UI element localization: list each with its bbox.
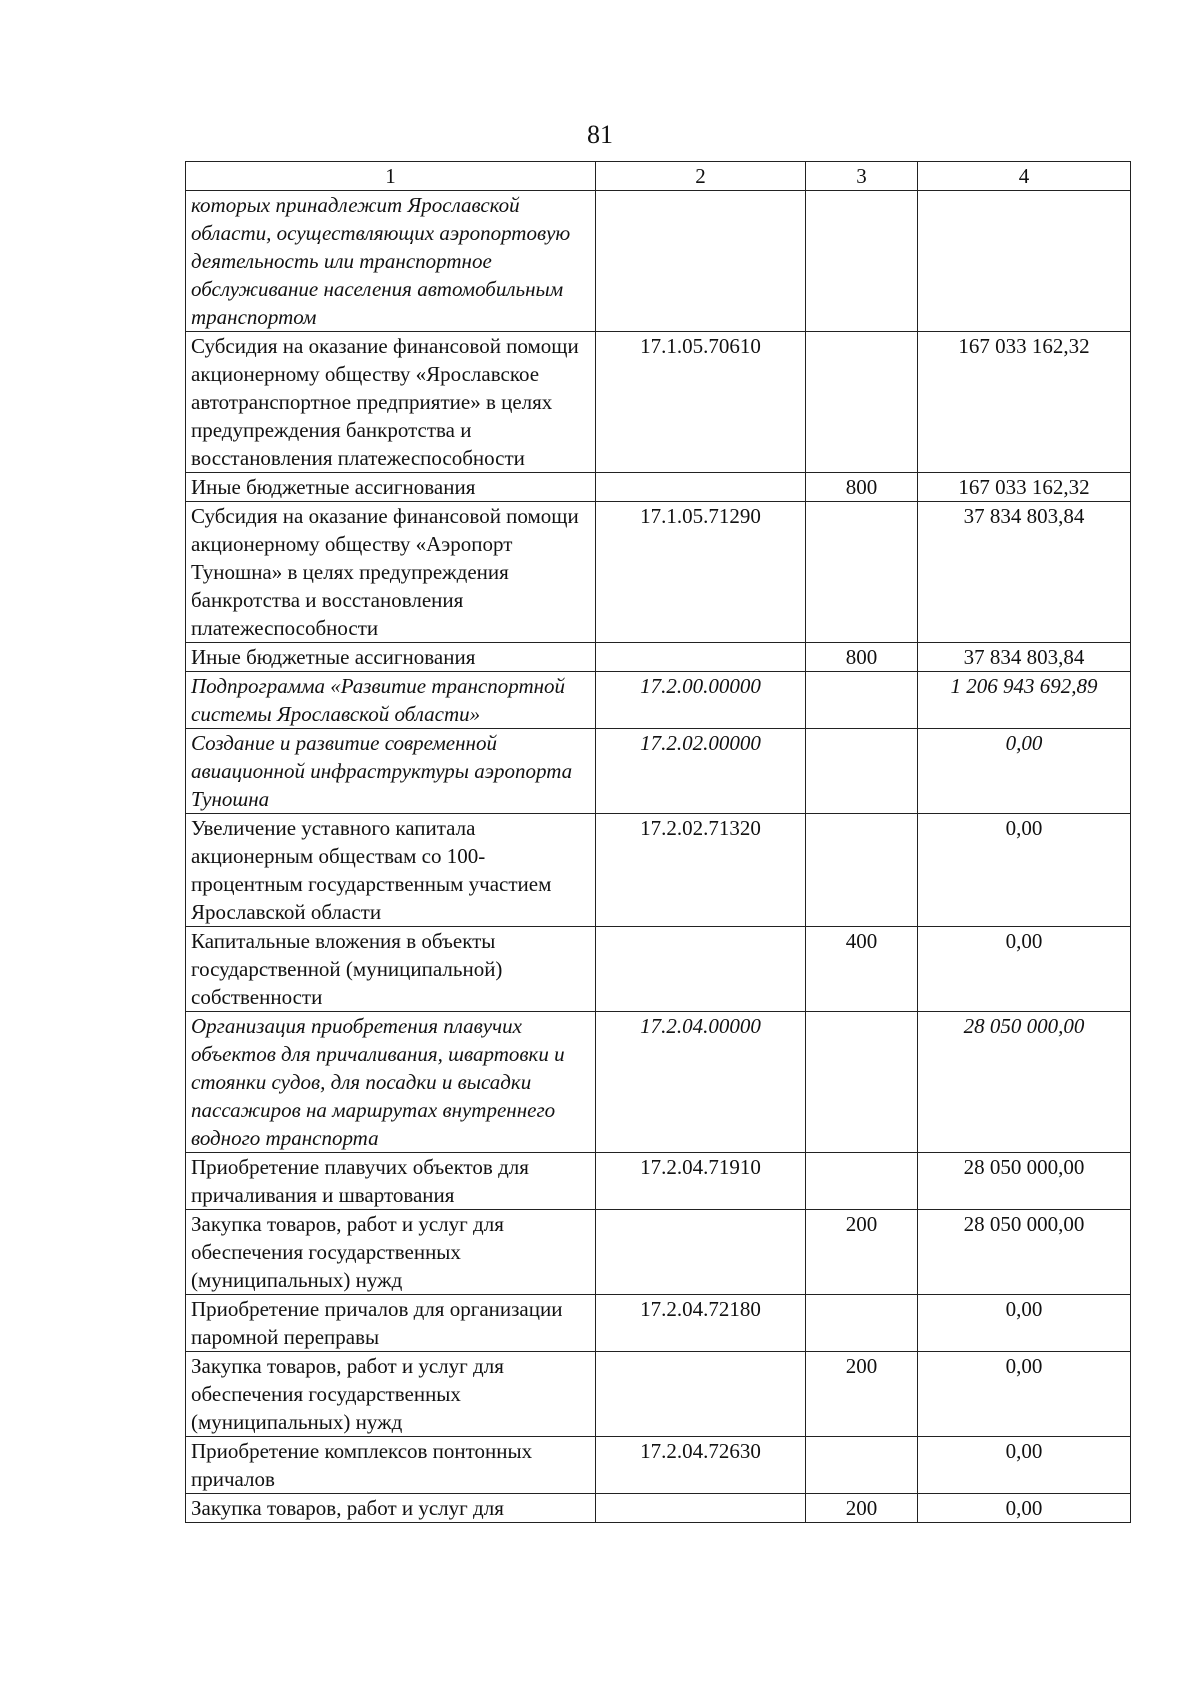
row-type-cell <box>806 502 918 643</box>
row-amount-cell: 0,00 <box>918 1295 1131 1352</box>
column-header-4: 4 <box>918 162 1131 191</box>
row-code-cell: 17.2.04.72630 <box>596 1437 806 1494</box>
table-row <box>186 1494 1131 1523</box>
row-name-cell: Создание и развитие современной авиационной инфраструктуры аэропорта Туношна <box>186 729 596 814</box>
row-name-cell: Приобретение причалов для организации паромной переправы <box>186 1295 596 1352</box>
row-name-cell: которых принадлежит Ярославской области, осуществляющих аэропортовую деятельность или транспортное обслуживание населения автомобильным транспортом <box>186 191 596 332</box>
row-amount-cell: 167 033 162,32 <box>918 473 1131 502</box>
row-amount-cell: 0,00 <box>918 814 1131 927</box>
row-name-cell: Закупка товаров, работ и услуг для обеспечения государственных (муниципальных) нужд <box>186 1210 596 1295</box>
row-amount-cell <box>918 191 1131 332</box>
table-header-row <box>186 162 1131 191</box>
row-type-cell: 800 <box>806 473 918 502</box>
row-amount-cell: 28 050 000,00 <box>918 1012 1131 1153</box>
row-amount-cell: 37 834 803,84 <box>918 643 1131 672</box>
table-row <box>186 1153 1131 1210</box>
row-code-cell: 17.2.04.71910 <box>596 1153 806 1210</box>
row-type-cell: 400 <box>806 927 918 1012</box>
row-type-cell: 200 <box>806 1352 918 1437</box>
row-code-cell: 17.1.05.70610 <box>596 332 806 473</box>
row-name-cell: Закупка товаров, работ и услуг для обеспечения государственных (муниципальных) нужд <box>186 1352 596 1437</box>
row-code-cell <box>596 1210 806 1295</box>
table-row <box>186 473 1131 502</box>
row-type-cell: 200 <box>806 1494 918 1523</box>
row-type-cell <box>806 1437 918 1494</box>
column-header-3: 3 <box>806 162 918 191</box>
table-row <box>186 502 1131 643</box>
table-row <box>186 1012 1131 1153</box>
row-name-cell: Иные бюджетные ассигнования <box>186 473 596 502</box>
table-row <box>186 927 1131 1012</box>
row-type-cell <box>806 191 918 332</box>
row-name-cell: Иные бюджетные ассигнования <box>186 643 596 672</box>
row-name-cell: Субсидия на оказание финансовой помощи акционерному обществу «Аэропорт Туношна» в целях предупреждения банкротства и восстановления платежеспособности <box>186 502 596 643</box>
table-row <box>186 1295 1131 1352</box>
row-name-cell: Субсидия на оказание финансовой помощи акционерному обществу «Ярославское автотранспортное предприятие» в целях предупреждения банкротства и восстановления платежеспособности <box>186 332 596 473</box>
row-amount-cell: 0,00 <box>918 927 1131 1012</box>
row-name-cell: Капитальные вложения в объекты государственной (муниципальной) собственности <box>186 927 596 1012</box>
row-name-cell: Приобретение плавучих объектов для причаливания и швартования <box>186 1153 596 1210</box>
budget-table <box>185 161 1131 1523</box>
row-type-cell <box>806 1295 918 1352</box>
row-code-cell <box>596 927 806 1012</box>
table-row <box>186 191 1131 332</box>
table-row <box>186 1210 1131 1295</box>
table-row <box>186 332 1131 473</box>
row-amount-cell: 0,00 <box>918 1352 1131 1437</box>
row-code-cell <box>596 1352 806 1437</box>
row-amount-cell: 167 033 162,32 <box>918 332 1131 473</box>
row-code-cell <box>596 473 806 502</box>
row-type-cell <box>806 332 918 473</box>
row-code-cell <box>596 191 806 332</box>
row-amount-cell: 0,00 <box>918 1437 1131 1494</box>
row-name-cell: Закупка товаров, работ и услуг для <box>186 1494 596 1523</box>
row-type-cell: 200 <box>806 1210 918 1295</box>
row-amount-cell: 0,00 <box>918 1494 1131 1523</box>
row-name-cell: Подпрограмма «Развитие транспортной системы Ярославской области» <box>186 672 596 729</box>
row-type-cell: 800 <box>806 643 918 672</box>
row-code-cell <box>596 643 806 672</box>
row-code-cell <box>596 1494 806 1523</box>
page-number: 81 <box>587 120 613 149</box>
row-amount-cell: 28 050 000,00 <box>918 1153 1131 1210</box>
row-amount-cell: 28 050 000,00 <box>918 1210 1131 1295</box>
table-body <box>186 191 1131 1523</box>
row-amount-cell: 0,00 <box>918 729 1131 814</box>
row-name-cell: Приобретение комплексов понтонных причалов <box>186 1437 596 1494</box>
table-row <box>186 1352 1131 1437</box>
column-header-1: 1 <box>186 162 596 191</box>
table-row <box>186 814 1131 927</box>
table-row <box>186 643 1131 672</box>
row-type-cell <box>806 814 918 927</box>
row-code-cell: 17.2.04.72180 <box>596 1295 806 1352</box>
row-code-cell: 17.1.05.71290 <box>596 502 806 643</box>
row-name-cell: Организация приобретения плавучих объектов для причаливания, швартовки и стоянки судов, для посадки и высадки пассажиров на маршрутах внутреннего водного транспорта <box>186 1012 596 1153</box>
row-name-cell: Увеличение уставного капитала акционерным обществам со 100-процентным государственным участием Ярославской области <box>186 814 596 927</box>
row-type-cell <box>806 1012 918 1153</box>
row-type-cell <box>806 1153 918 1210</box>
row-code-cell: 17.2.04.00000 <box>596 1012 806 1153</box>
table-row <box>186 729 1131 814</box>
row-amount-cell: 37 834 803,84 <box>918 502 1131 643</box>
row-amount-cell: 1 206 943 692,89 <box>918 672 1131 729</box>
table-row <box>186 672 1131 729</box>
row-code-cell: 17.2.02.71320 <box>596 814 806 927</box>
row-code-cell: 17.2.00.00000 <box>596 672 806 729</box>
column-header-2: 2 <box>596 162 806 191</box>
row-type-cell <box>806 729 918 814</box>
row-code-cell: 17.2.02.00000 <box>596 729 806 814</box>
table-row <box>186 1437 1131 1494</box>
row-type-cell <box>806 672 918 729</box>
